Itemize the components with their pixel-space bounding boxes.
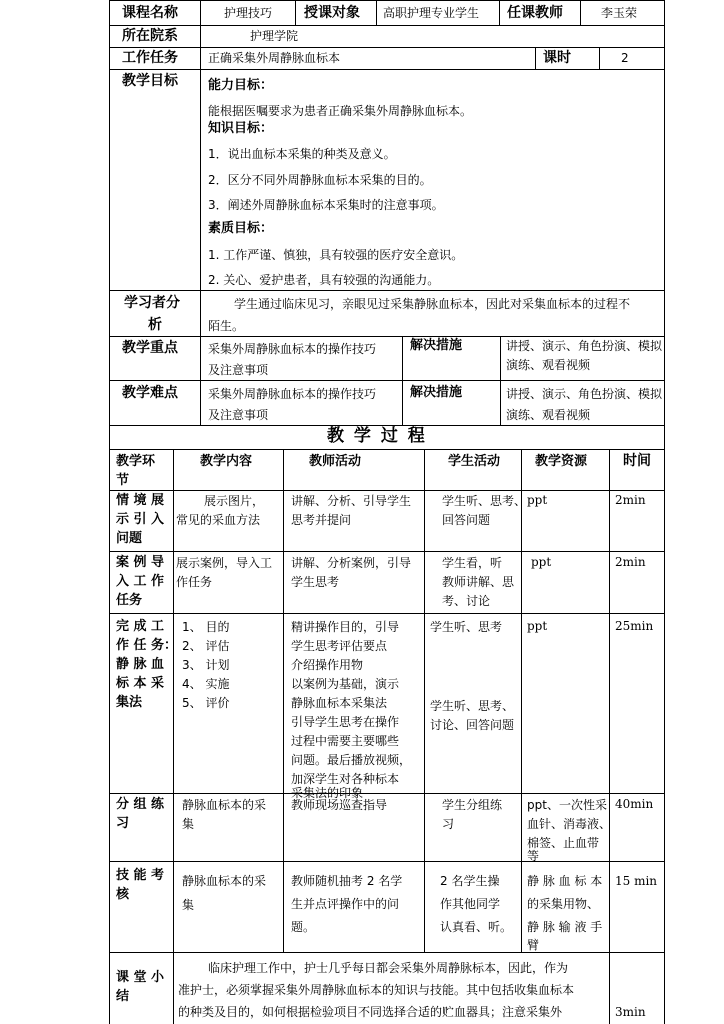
difficulty-content-cont: 及注意事项 — [208, 408, 269, 422]
stage-line: 习 — [116, 816, 130, 831]
key-point-measure-label: 解决措施 — [410, 338, 463, 353]
stage-line: 静 脉 血 — [116, 657, 165, 672]
audience-label: 授课对象 — [304, 5, 360, 21]
col-header-teacher: 教师活动 — [309, 454, 362, 469]
teacher-line: 教师随机抽考 2 名学 — [291, 874, 403, 888]
student-line: 学生听、思考、 — [430, 699, 515, 713]
key-point-content: 采集外周静脉血标本的操作技巧 — [208, 342, 377, 356]
teacher-line: 精讲操作目的，引导 — [291, 620, 400, 634]
ability-text: 能根据医嘱要求为患者正确采集外周静脉血标本。 — [208, 104, 473, 118]
time-cell: 2min — [615, 555, 646, 569]
resource-line: 臂 — [527, 938, 540, 952]
summary-line: 的种类及目的，如何根据检验项目不同选择合适的贮血器具；注意采集外 — [178, 1005, 563, 1019]
student-line: 教师讲解、思 — [442, 575, 515, 589]
knowledge-item: 3．阐述外周静脉血标本采集时的注意事项。 — [208, 198, 444, 212]
stage-line: 问题 — [116, 531, 143, 546]
task-value: 正确采集外周静脉血标本 — [208, 51, 341, 65]
difficulty-content: 采集外周静脉血标本的操作技巧 — [208, 387, 377, 401]
teacher-label: 任课教师 — [507, 5, 563, 21]
content-line: 常见的采血方法 — [176, 513, 261, 527]
teacher-line: 思考并提问 — [291, 513, 352, 527]
hours-value: 2 — [621, 51, 629, 65]
knowledge-title: 知识目标： — [208, 121, 274, 136]
teacher-value: 李玉荣 — [601, 6, 638, 20]
resource-line: 的采集用物、 — [527, 897, 600, 911]
audience-value: 高职护理专业学生 — [383, 6, 480, 20]
stage-line: 入 工 作 — [116, 574, 165, 589]
teacher-line: 教师现场巡查指导 — [291, 798, 388, 812]
resource-line: 血针、消毒液、 — [527, 817, 612, 831]
col-header-student: 学生活动 — [448, 454, 501, 469]
teacher-line: 学生思考 — [291, 575, 340, 589]
student-line: 考、讨论 — [442, 594, 491, 608]
col-header-content: 教学内容 — [200, 454, 253, 469]
stage-line: 课 堂 小 — [116, 970, 165, 985]
content-line: 集 — [182, 898, 195, 912]
stage-line: 技 能 考 — [116, 868, 165, 883]
resource-cell: ppt — [527, 493, 548, 507]
col-header-stage-cont: 节 — [116, 473, 130, 488]
college-label: 所在院系 — [122, 28, 178, 44]
stage-line: 核 — [116, 887, 130, 902]
stage-line: 完 成 工 — [116, 619, 165, 634]
resource-cell: ppt — [531, 555, 552, 569]
stage-line: 作 任 务： — [116, 638, 178, 653]
process-title: 教 学 过 程 — [327, 426, 427, 446]
quality-item: 2. 关心、爱护患者，具有较强的沟通能力。 — [208, 273, 440, 287]
stage-line: 标 本 采 — [116, 676, 165, 691]
stage-line: 任务 — [116, 593, 143, 608]
time-cell: 15 min — [615, 874, 658, 888]
hours-label: 课时 — [543, 50, 571, 66]
student-line: 学生听、思考、 — [442, 494, 527, 508]
teacher-line: 题。 — [291, 920, 316, 934]
analysis-label: 学习者分 — [124, 295, 180, 311]
student-line: 习 — [442, 817, 455, 831]
difficulty-measure-label: 解决措施 — [410, 385, 463, 400]
student-line: 学生看，听 — [442, 556, 503, 570]
college-value: 护理学院 — [250, 29, 299, 43]
teacher-line: 引导学生思考在操作 — [291, 715, 400, 729]
border-right — [664, 0, 665, 1024]
resource-line: 静 脉 血 标 本 — [527, 874, 603, 888]
content-line: 展示图片， — [204, 494, 265, 508]
teacher-line: 学生思考评估要点 — [291, 639, 388, 653]
col-header-time: 时间 — [623, 453, 651, 469]
content-line: 集 — [182, 817, 195, 831]
content-line: 作任务 — [176, 575, 213, 589]
ability-title: 能力目标： — [208, 78, 274, 93]
teacher-line: 静脉血标本采集法 — [291, 696, 388, 710]
key-point-content-cont: 及注意事项 — [208, 363, 269, 377]
student-line: 回答问题 — [442, 513, 491, 527]
teacher-line: 讲解、分析案例，引导 — [291, 556, 412, 570]
border-left — [109, 0, 110, 1024]
course-name-value: 护理技巧 — [224, 6, 273, 20]
col-header-stage: 教学环 — [116, 454, 156, 469]
student-line: 2 名学生操 — [440, 874, 500, 888]
content-line: 静脉血标本的采 — [182, 798, 267, 812]
key-point-label: 教学重点 — [122, 340, 178, 356]
resource-line: ppt、一次性采 — [527, 798, 607, 812]
summary-line: 临床护理工作中，护士几乎每日都会采集外周静脉标本，因此，作为 — [208, 961, 569, 975]
teacher-line: 加深学生对各种标本 — [291, 772, 400, 786]
col-header-resource: 教学资源 — [535, 454, 588, 469]
time-cell: 2min — [615, 493, 646, 507]
teacher-line: 以案例为基础，演示 — [291, 677, 400, 691]
quality-item: 1. 工作严谨、慎独，具有较强的医疗安全意识。 — [208, 248, 464, 262]
teacher-line: 生并点评操作中的问 — [291, 897, 400, 911]
content-item: 5、 评价 — [182, 696, 230, 710]
resource-line: 等 — [527, 849, 540, 863]
key-point-measure-cont: 演练、观看视频 — [506, 358, 591, 372]
knowledge-item: 1．说出血标本采集的种类及意义。 — [208, 147, 396, 161]
difficulty-measure-cont: 演练、观看视频 — [506, 408, 591, 422]
stage-line: 案 例 导 — [116, 555, 165, 570]
objectives-label: 教学目标 — [122, 73, 178, 89]
content-item: 3、 计划 — [182, 658, 230, 672]
time-cell: 25min — [615, 619, 654, 633]
stage-line: 情 境 展 — [116, 493, 165, 508]
content-item: 2、 评估 — [182, 639, 230, 653]
student-line: 认真看、听。 — [440, 920, 513, 934]
resource-cell: ppt — [527, 619, 548, 633]
content-item: 1、 目的 — [182, 620, 230, 634]
stage-line: 分 组 练 — [116, 797, 165, 812]
resource-line: 静 脉 输 液 手 — [527, 920, 603, 934]
analysis-text: 学生通过临床见习，亲眼见过采集静脉血标本，因此对采集血标本的过程不 — [234, 297, 631, 311]
content-line: 静脉血标本的采 — [182, 874, 267, 888]
time-cell: 3min — [615, 1005, 646, 1019]
course-name-label: 课程名称 — [122, 5, 178, 21]
time-cell: 40min — [615, 797, 654, 811]
knowledge-item: 2．区分不同外周静脉血标本采集的目的。 — [208, 173, 432, 187]
stage-line: 结 — [116, 989, 130, 1004]
stage-line: 集法 — [116, 695, 143, 710]
teacher-line: 介绍操作用物 — [291, 658, 364, 672]
teacher-line: 采集法的印象 — [291, 786, 364, 800]
content-line: 展示案例，导入工 — [176, 556, 273, 570]
student-line: 作其他同学 — [440, 897, 501, 911]
quality-title: 素质目标： — [208, 221, 274, 236]
task-label: 工作任务 — [122, 50, 178, 66]
teacher-line: 讲解、分析、引导学生 — [291, 494, 412, 508]
key-point-measure: 讲授、演示、角色扮演、模拟 — [506, 339, 663, 353]
difficulty-measure: 讲授、演示、角色扮演、模拟 — [506, 387, 663, 401]
student-line: 讨论、回答问题 — [430, 718, 515, 732]
teacher-line: 问题。最后播放视频， — [291, 753, 412, 767]
content-item: 4、 实施 — [182, 677, 230, 691]
teacher-line: 过程中需要主要哪些 — [291, 734, 400, 748]
analysis-label-cont: 析 — [148, 317, 162, 333]
resource-line: 棉签、止血带 — [527, 836, 600, 850]
student-line: 学生听、思考 — [430, 620, 503, 634]
summary-line: 准护士，必须掌握采集外周静脉血标本的知识与技能。其中包括收集血标本 — [178, 983, 575, 997]
difficulty-label: 教学难点 — [122, 385, 178, 401]
student-line: 学生分组练 — [442, 798, 503, 812]
stage-line: 示 引 入 — [116, 512, 165, 527]
analysis-text-cont: 陌生。 — [208, 319, 245, 333]
